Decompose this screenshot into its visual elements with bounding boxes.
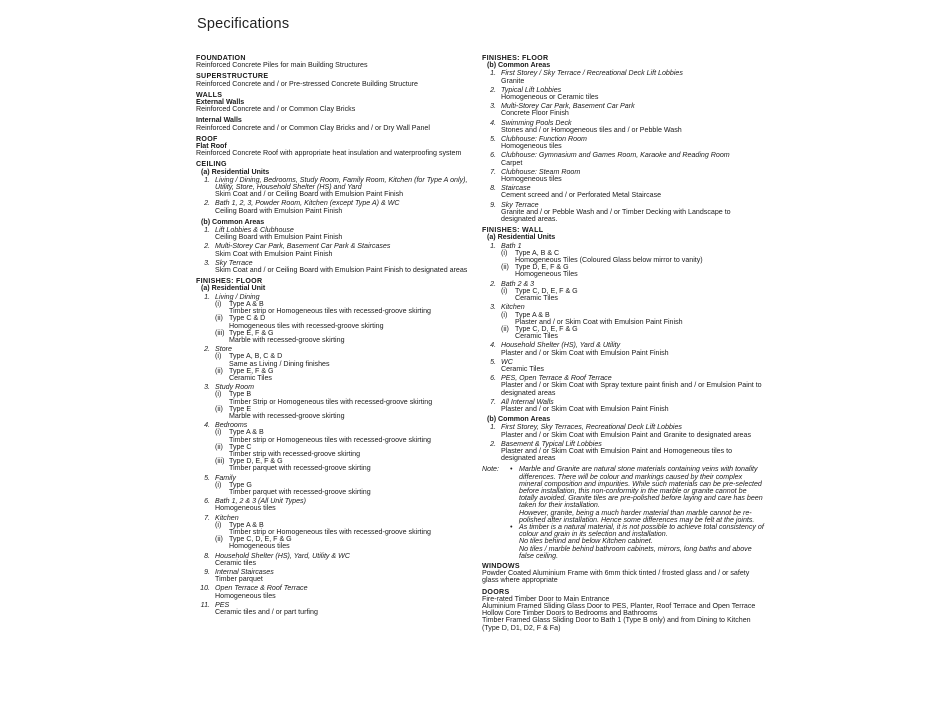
option-number: (i) <box>215 352 222 361</box>
note-text: No tiles behind and below Kitchen cabinet. <box>519 537 653 546</box>
list-item <box>482 424 764 438</box>
option-text: Homogeneous Tiles (Coloured Glass below mirror to vanity) <box>515 256 703 265</box>
floor-residential-heading: (a) Residential Unit <box>201 284 266 293</box>
item-number: 6. <box>490 151 496 160</box>
doors-section <box>482 589 764 632</box>
item-title: PES <box>215 600 230 609</box>
option-text: Ceramic Tiles <box>515 294 558 303</box>
list-item <box>482 70 764 84</box>
list-item <box>482 342 764 356</box>
option-number: (ii) <box>215 404 223 413</box>
item-title: Family <box>215 473 236 482</box>
item-number: 9. <box>204 568 210 576</box>
item-text: Stones and / or Homogeneous tiles and / or Pebble Wash <box>501 125 682 134</box>
item-text: Granite and / or Pebble Wash and / or Timber Decking with Landscape to designated areas. <box>501 207 731 224</box>
option-text: Ceramic Tiles <box>229 373 272 382</box>
option-number: (i) <box>501 248 508 257</box>
item-title: Study Room <box>215 383 255 392</box>
ceiling-section <box>196 161 468 274</box>
item-text: Homogeneous tiles <box>501 142 562 151</box>
item-title: Sky Terrace <box>501 200 539 209</box>
item-number: 10. <box>200 584 210 593</box>
item-title: Typical Lift Lobbies <box>501 85 562 94</box>
item-title: Bath 1, 2, 3, Powder Room, Kitchen (except Type A) & WC <box>215 199 400 208</box>
item-text: Timber parquet <box>215 575 263 584</box>
item-text: Ceramic tiles <box>215 558 256 567</box>
doors-text: Timber Framed Glass Sliding Door to Bath 1 (Type B only) and from Dining to Kitchen (Type D, D1, D2, F & Fa) <box>482 616 751 632</box>
item-number: 2. <box>204 345 210 354</box>
list-item <box>196 294 468 344</box>
option-label: Type C & D <box>229 314 266 323</box>
option-text: Timber strip with recessed-groove skirting <box>229 449 361 458</box>
note-text: No tiles / marble behind bathroom cabinets, mirrors, long baths and above false ceiling. <box>519 544 752 560</box>
option-text: Ceramic Tiles <box>515 332 558 341</box>
item-text: Homogeneous tiles <box>215 504 276 513</box>
windows-heading: WINDOWS <box>482 562 520 570</box>
option-text: Marble with recessed-groove skirting <box>229 335 345 344</box>
item-title: Multi-Storey Car Park, Basement Car Park & Staircases <box>215 242 391 251</box>
option-label: Type A & B <box>229 299 264 308</box>
option-number: (ii) <box>501 263 509 272</box>
item-number: 1. <box>204 292 210 301</box>
list-item <box>482 185 764 199</box>
item-number: 1. <box>490 423 496 432</box>
option-label: Type D, E, F & G <box>229 457 283 466</box>
list-item <box>196 346 468 382</box>
item-title: Clubhouse: Function Room <box>501 135 587 144</box>
option-text: Plaster and / or Skim Coat with Emulsion Paint Finish <box>515 317 683 326</box>
list-item <box>196 475 468 497</box>
item-text: Cement screed and / or Perforated Metal Staircase <box>501 191 662 200</box>
foundation-section <box>196 55 468 69</box>
option-number: (i) <box>215 428 222 437</box>
item-number: 3. <box>204 383 210 392</box>
superstructure-text: Reinforced Concrete and / or Pre-stressed Concrete Building Structure <box>196 79 418 88</box>
list-item <box>482 152 764 166</box>
list-item <box>196 553 468 567</box>
item-text: Ceiling Board with Emulsion Paint Finish <box>215 233 343 242</box>
wall-heading: FINISHES: WALL <box>482 226 544 235</box>
item-number: 1. <box>490 69 496 78</box>
foundation-heading: FOUNDATION <box>196 54 246 62</box>
doors-text: Hollow Core Timber Doors to Bedrooms and Bathrooms <box>482 609 658 618</box>
item-title: All Internal Walls <box>501 397 554 406</box>
item-number: 11. <box>200 600 210 609</box>
windows-section <box>482 563 764 585</box>
item-title: Kitchen <box>501 303 525 312</box>
item-text: Homogeneous tiles <box>215 591 276 600</box>
item-text: Homogeneous or Ceramic tiles <box>501 93 599 102</box>
internal-walls-text: Reinforced Concrete and / or Common Clay Bricks and / or Dry Wall Panel <box>196 123 430 132</box>
superstructure-heading: SUPERSTRUCTURE <box>196 72 269 81</box>
roof-section <box>196 136 468 158</box>
windows-text: Powder Coated Aluminium Frame with 6mm thick tinted / frosted glass and / or safety glass where appropriate <box>482 569 750 585</box>
item-title: Living / Dining <box>215 292 260 301</box>
option-text: Timber Strip or Homogeneous tiles with recessed-groove skirting <box>229 397 433 406</box>
item-number: 3. <box>490 303 496 312</box>
list-item <box>482 441 764 463</box>
list-item <box>196 384 468 420</box>
roof-heading: ROOF <box>196 134 218 143</box>
list-item <box>196 227 468 241</box>
option-number: (iii) <box>215 457 225 466</box>
option-text: Timber parquet with recessed-groove skirting <box>229 487 371 496</box>
option-text: Homogeneous Tiles <box>515 270 578 279</box>
item-text: Carpet <box>501 158 523 167</box>
item-text: Ceramic Tiles <box>501 364 544 373</box>
item-title: Basement & Typical Lift Lobbies <box>501 439 602 448</box>
floor-common-heading: (b) Common Areas <box>487 61 551 70</box>
item-title: Internal Staircases <box>215 568 274 576</box>
option-text: Homogeneous tiles with recessed-groove skirting <box>229 321 384 330</box>
option-text: Same as Living / Dining finishes <box>229 359 330 368</box>
option-number: (i) <box>501 310 508 319</box>
item-title: Multi-Storey Car Park, Basement Car Park <box>501 102 635 111</box>
external-walls-text: Reinforced Concrete and / or Common Clay Bricks <box>196 105 356 114</box>
note-section <box>482 466 764 560</box>
wall-section <box>482 227 764 462</box>
option-label: Type B <box>229 390 252 399</box>
item-text: Skim Coat and / or Ceiling Board with Emulsion Paint Finish to designated areas <box>215 266 468 275</box>
item-number: 1. <box>204 226 210 235</box>
item-number: 5. <box>490 135 496 144</box>
wall-residential-heading: (a) Residential Units <box>487 233 556 242</box>
item-text: Granite <box>501 76 525 85</box>
list-item <box>482 136 764 150</box>
item-number: 5. <box>204 473 210 482</box>
list-item <box>196 260 468 274</box>
option-label: Type A, B, C & D <box>229 352 283 361</box>
walls-heading: WALLS <box>196 90 223 99</box>
option-number: (ii) <box>215 442 223 451</box>
item-number: 2. <box>204 199 210 208</box>
option-label: Type A & B <box>515 310 550 319</box>
item-title: First Storey / Sky Terrace / Recreational Deck Lift Lobbies <box>501 69 683 78</box>
option-text: Timber strip or Homogeneous tiles with recessed-groove skirting <box>229 307 431 316</box>
doors-text: Aluminium Framed Sliding Glass Door to PES, Planter, Roof Terrace and Open Terrace <box>482 602 756 611</box>
item-title: WC <box>501 357 513 366</box>
doors-heading: DOORS <box>482 587 510 596</box>
item-number: 6. <box>490 374 496 383</box>
item-text: Concrete Floor Finish <box>501 109 569 118</box>
option-number: (i) <box>215 480 222 489</box>
item-text: Skim Coat and / or Ceiling Board with Emulsion Paint Finish <box>215 190 404 199</box>
doors-text: Fire-rated Timber Door to Main Entrance <box>482 594 610 603</box>
item-title: Household Shelter (HS), Yard, Utility & WC <box>215 551 350 560</box>
option-label: Type A, B & C <box>515 248 560 257</box>
walls-section <box>196 92 468 132</box>
list-item <box>482 281 764 303</box>
page-title: Specifications <box>197 16 290 32</box>
list-item <box>196 602 468 616</box>
item-text: Skim Coat with Emulsion Paint Finish <box>215 249 333 258</box>
item-title: Bedrooms <box>215 421 248 430</box>
item-number: 7. <box>490 397 496 406</box>
external-walls-heading: External Walls <box>196 98 245 107</box>
internal-walls-heading: Internal Walls <box>196 116 242 125</box>
option-label: Type E <box>229 404 252 413</box>
floor-section <box>196 278 468 616</box>
item-number: 2. <box>490 279 496 288</box>
bullet-icon: • <box>510 465 513 474</box>
list-item <box>482 120 764 134</box>
option-number: (iii) <box>215 328 225 337</box>
list-item <box>482 87 764 101</box>
item-number: 8. <box>490 184 496 193</box>
option-label: Type E, F & G <box>229 366 274 375</box>
list-item <box>196 177 468 199</box>
item-number: 2. <box>490 85 496 94</box>
option-number: (ii) <box>501 324 509 333</box>
item-number: 4. <box>490 118 496 127</box>
roof-subheading: Flat Roof <box>196 142 227 151</box>
list-item <box>196 569 468 583</box>
item-text: Plaster and / or Skim Coat with Emulsion Paint Finish <box>501 348 669 357</box>
foundation-text: Reinforced Concrete Piles for main Building Structures <box>196 61 368 70</box>
item-text: Plaster and / or Skim Coat with Emulsion Paint and Granite to designated areas <box>501 430 751 439</box>
option-number: (i) <box>215 520 222 529</box>
list-item <box>196 243 468 257</box>
list-item <box>196 585 468 599</box>
note-text: As timber is a natural material, it is not possible to achieve total consistency of colour and grain in its selection and installation. <box>519 522 764 539</box>
item-title: Swimming Pools Deck <box>501 118 572 127</box>
item-number: 9. <box>490 200 496 209</box>
option-label: Type A & B <box>229 428 264 437</box>
list-item <box>196 498 468 512</box>
item-title: Bath 2 & 3 <box>501 279 535 288</box>
item-title: Living / Dining, Bedrooms, Study Room, Family Room, Kitchen (for Type A only), Utility, Store, Household Shelter (HS) and Yard <box>215 175 468 192</box>
item-number: 1. <box>204 175 210 184</box>
option-number: (ii) <box>215 314 223 323</box>
item-text: Ceramic tiles and / or part turfing <box>215 608 318 617</box>
ceiling-heading: CEILING <box>196 160 227 169</box>
item-title: Staircase <box>501 184 531 193</box>
item-number: 3. <box>204 258 210 267</box>
item-number: 7. <box>204 513 210 522</box>
item-title: Clubhouse: Gymnasium and Games Room, Karaoke and Reading Room <box>501 151 730 160</box>
floor-continued-heading: FINISHES: FLOOR <box>482 54 549 62</box>
item-title: Sky Terrace <box>215 258 253 267</box>
item-title: Open Terrace & Roof Terrace <box>215 584 308 593</box>
item-number: 2. <box>490 439 496 448</box>
option-text: Marble with recessed-groove skirting <box>229 411 345 420</box>
option-label: Type C, D, E, F & G <box>229 535 292 544</box>
item-text: Ceiling Board with Emulsion Paint Finish <box>215 206 343 215</box>
option-number: (ii) <box>215 535 223 544</box>
option-text: Timber strip or Homogeneous tiles with recessed-groove skirting <box>229 435 431 444</box>
option-label: Type A & B <box>229 520 264 529</box>
option-label: Type G <box>229 480 252 489</box>
roof-text: Reinforced Concrete Roof with appropriate heat insulation and waterproofing system <box>196 149 462 158</box>
ceiling-common-heading: (b) Common Areas <box>201 217 265 226</box>
item-number: 6. <box>204 497 210 506</box>
option-number: (i) <box>501 286 508 295</box>
item-title: Bath 1 <box>501 241 522 250</box>
note-label: Note: <box>482 465 499 474</box>
item-title: PES, Open Terrace & Roof Terrace <box>501 374 612 383</box>
option-label: Type C, D, E, F & G <box>515 324 578 333</box>
item-title: First Storey, Sky Terraces, Recreational Deck Lift Lobbies <box>501 423 682 432</box>
floor-continued-section <box>482 55 764 223</box>
item-number: 4. <box>204 421 210 430</box>
bullet-icon: • <box>510 522 513 531</box>
option-label: Type C <box>229 442 252 451</box>
list-item <box>482 359 764 373</box>
option-label: Type D, E, F & G <box>515 263 569 272</box>
option-text: Homogeneous tiles <box>229 542 290 551</box>
option-text: Timber strip or Homogeneous tiles with recessed-groove skirting <box>229 527 431 536</box>
item-text: Plaster and / or Skim Coat with Spray texture paint finish and / or Emulsion Paint to designated areas <box>501 381 762 397</box>
list-item <box>196 422 468 472</box>
option-number: (i) <box>215 299 222 308</box>
list-item <box>482 399 764 413</box>
item-title: Clubhouse: Steam Room <box>501 167 581 176</box>
item-text: Plaster and / or Skim Coat with Emulsion Paint Finish <box>501 404 669 413</box>
item-number: 8. <box>204 551 210 560</box>
item-number: 2. <box>204 242 210 251</box>
item-title: Store <box>215 345 232 354</box>
item-title: Bath 1, 2 & 3 (All Unit Types) <box>215 497 306 506</box>
list-item <box>482 169 764 183</box>
floor-heading: FINISHES: FLOOR <box>196 277 263 286</box>
list-item <box>482 202 764 224</box>
option-number: (i) <box>215 390 222 399</box>
superstructure-section <box>196 73 468 87</box>
option-label: Type C, D, E, F & G <box>515 286 578 295</box>
item-number: 7. <box>490 167 496 176</box>
option-label: Type E, F & G <box>229 328 274 337</box>
note-text: However, granite, being a much harder material than marble cannot be re-polished after installation. Hence some differences may be felt at the joints. <box>519 508 755 524</box>
item-number: 3. <box>490 102 496 111</box>
item-title: Kitchen <box>215 513 239 522</box>
ceiling-residential-heading: (a) Residential Units <box>201 167 270 176</box>
item-number: 1. <box>490 241 496 250</box>
list-item <box>482 375 764 397</box>
item-title: Household Shelter (HS), Yard & Utility <box>501 341 621 350</box>
list-item <box>482 304 764 340</box>
list-item <box>482 243 764 279</box>
left-column <box>196 55 468 620</box>
item-number: 5. <box>490 357 496 366</box>
item-title: Lift Lobbies & Clubhouse <box>215 226 294 235</box>
list-item <box>482 103 764 117</box>
right-column <box>482 55 764 636</box>
list-item <box>196 515 468 551</box>
wall-common-heading: (b) Common Areas <box>487 415 551 424</box>
item-text: Homogeneous tiles <box>501 175 562 184</box>
list-item <box>196 200 468 214</box>
option-text: Timber parquet with recessed-groove skirting <box>229 464 371 473</box>
item-number: 4. <box>490 341 496 350</box>
note-text: Marble and Granite are natural stone materials containing veins with tonality differences. There will be colour and markings caused by their complex mineral composition and impurities. While such materials can be pre-selected before installation, this non-conformity in the marble or granite cannot be totally avoided. Granite tiles are pre-polished before laying and care has been taken for their installation. <box>519 465 763 510</box>
option-number: (ii) <box>215 366 223 375</box>
item-text: Plaster and / or Skim Coat with Emulsion Paint and Homogeneous tiles to designated areas <box>501 446 733 463</box>
